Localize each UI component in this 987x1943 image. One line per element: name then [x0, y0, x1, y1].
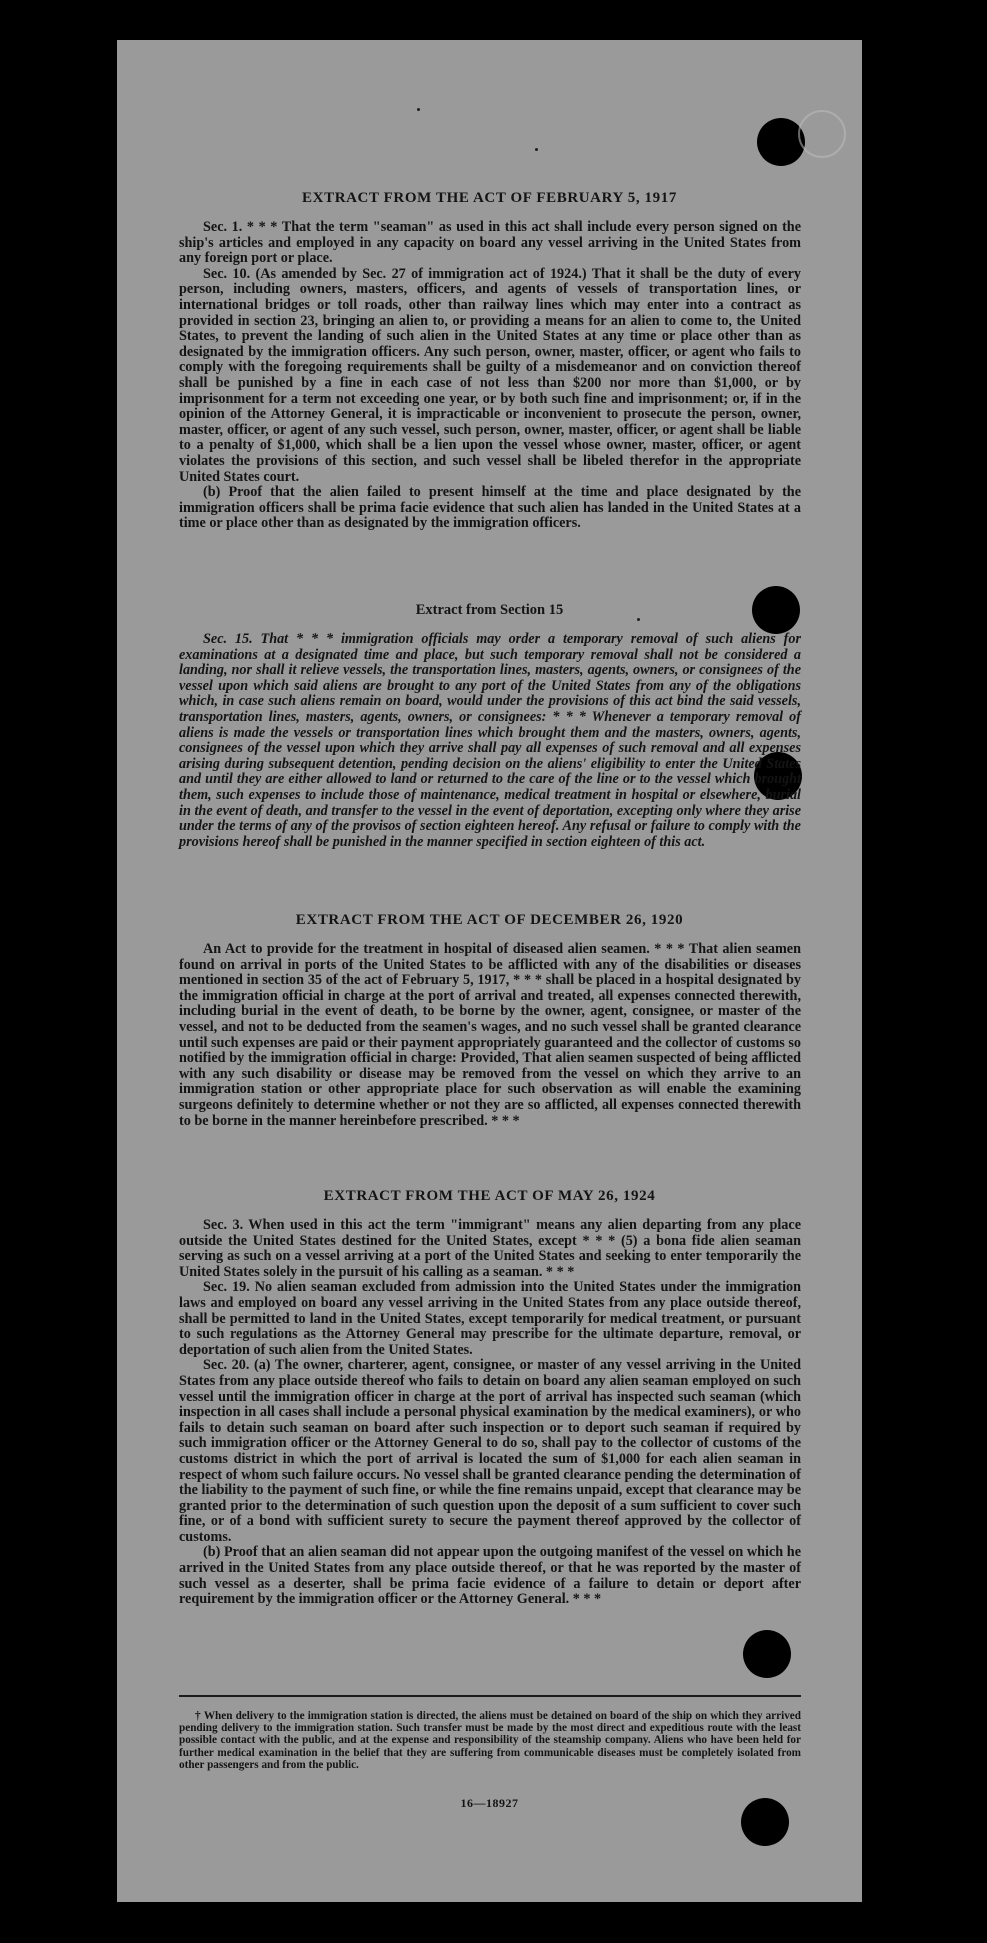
- paragraph-sec-20-b: (b) Proof that an alien seaman did not appear upon the outgoing manifest of the vessel on which he arrived in the United States from any place outside thereof, or that he was reported by the master of such vessel as a deserter, shall be prima facie evidence of a failure to detain or deport after requirement by the immigration officer or the Attorney General. * * *: [179, 1544, 801, 1608]
- heading-feb-1917: EXTRACT FROM THE ACT OF FEBRUARY 5, 1917: [302, 190, 677, 206]
- paragraph-sec-1: Sec. 1. * * * That the term "seaman" as used in this act shall include every person signed on the ship's articles and employed in any capacity on board any vessel arriving in the United States from any foreign port or place.: [179, 219, 801, 267]
- section-dec-1920: [179, 942, 801, 1129]
- paragraph-sec-15: Sec. 15. That * * * immigration officials may order a temporary removal of such aliens for examinations at a designated time and place, but such temporary removal shall not be considered a landing, nor shall it relieve vessels, the transportation lines, masters, agents, owners, or consignees of the vessel upon which said aliens are brought to any port of the United States from any of the obligations which, in case such aliens remain on board, would under the provisions of this act bind the said vessels, transportation lines, masters, agents, owners, or consignees: * * * Whenever a temporary removal of aliens is made the vessels or transportation lines which brought them and the masters, owners, agents, consignees of the vessel upon which they arrive shall pay all expenses of such removal and all expenses arising during subsequent detention, pending decision on the aliens' eligibility to enter the United States and until they are either allowed to land or returned to the care of the line or to the vessel which brought them, such expenses to include those of maintenance, medical treatment in hospital or elsewhere, burial in the event of death, and transfer to the vessel in the event of deportation, excepting only where they arise under the terms of any of the provisos of section eighteen hereof. Any refusal or failure to comply with the provisions hereof shall be punished in the manner specified in section eighteen of this act.: [179, 631, 801, 850]
- paragraph-sec-20-a: Sec. 20. (a) The owner, charterer, agent, consignee, or master of any vessel arriving in the United States from any place outside thereof who fails to detain on board any alien seaman employed on such vessel until the immigration officer in charge at the port of arrival has inspected such seaman (which inspection in all cases shall include a personal physical examination by the medical examiners), or who fails to detain such seaman on board after such inspection or to deport such seaman if required by such immigration officer or the Attorney General to do so, shall pay to the collector of customs of the customs district in which the port of arrival is located the sum of $1,000 for each alien seaman in respect of whom such failure occurs. No vessel shall be granted clearance pending the determination of the liability to the payment of such fine, or while the fine remains unpaid, except that clearance may be granted prior to the determination of such question upon the deposit of a sum sufficient to cover such fine, or of a bond with sufficient surety to secure the payment thereof approved by the collector of customs.: [179, 1357, 801, 1545]
- section-may-1924: [179, 1218, 801, 1608]
- footnote-text: † When delivery to the immigration station is directed, the aliens must be detained on board of the ship on which they arrived pending delivery to the immigration station. Such transfer must be made by the most direct and expeditious route with the least possible contact with the public, and at the expense and responsibility of the steamship company. Aliens who have been held for further medical examination in the belief that they are suffering from communicable diseases must be completely isolated from other passengers and from the public.: [179, 1710, 801, 1771]
- section-feb-1917: [179, 220, 801, 532]
- footnote-divider: [179, 1695, 801, 1697]
- paragraph-sec-10: Sec. 10. (As amended by Sec. 27 of immigration act of 1924.) That it shall be the duty of every person, including owners, masters, officers, and agents of vessels of transportation lines, or international bridges or toll roads, other than railway lines which may enter into a contract as provided in section 23, bringing an alien to, or providing a means for an alien to come to, the United States, to prevent the landing of such alien in the United States at any time or place other than as designated by the immigration officers. Any such person, owner, master, officer, or agent who fails to comply with the foregoing requirements shall be guilty of a misdemeanor and on conviction thereof shall be punished by a fine in each case of not less than $200 nor more than $1,000, or by imprisonment for a term not exceeding one year, or by both such fine and imprisonment; or, if in the opinion of the Attorney General, it is impracticable or inconvenient to prosecute the person, owner, master, officer, or agent of any such vessel, such person, owner, master, officer, or agent shall be liable to a penalty of $1,000, which shall be a lien upon the vessel whose owner, master, officer, or agent violates the provisions of this section, and such vessel shall be libeled therefor in the appropriate United States court.: [179, 265, 801, 485]
- paragraph-act-1920: An Act to provide for the treatment in hospital of diseased alien seamen. * * * That alien seamen found on arrival in ports of the United States to be afflicted with any of the disabilities or diseases mentioned in section 35 of the act of February 5, 1917, * * * shall be placed in a hospital designated by the immigration official in charge at the port of arrival and treated, all expenses connected therewith, including burial in the event of death, to be borne by the owner, agent, consignee, or master of the vessel, and not to be deducted from the seamen's wages, and no such vessel shall be granted clearance until such expenses are paid or their payment appropriately guaranteed and the collector of customs so notified by the immigration official in charge: Provided, That alien seamen suspected of being afflicted with any such disability or disease may be removed from the vessel on which they arrive to an immigration station or other appropriate place for such observation as will enable the examining surgeons definitely to determine whether or not they are so afflicted, all expenses connected therewith to be borne in the manner hereinbefore prescribed. * * *: [179, 941, 801, 1129]
- speck: [417, 108, 420, 111]
- paragraph-sec-10-b: (b) Proof that the alien failed to present himself at the time and place designated by the immigration officers shall be prima facie evidence that such alien has landed in the United States at a time or place other than as designated by the immigration officers.: [179, 484, 801, 532]
- heading-may-1924: EXTRACT FROM THE ACT OF MAY 26, 1924: [323, 1188, 656, 1204]
- document-page: [117, 40, 862, 1902]
- punch-hole-top: [757, 118, 805, 166]
- paragraph-sec-19: Sec. 19. No alien seaman excluded from admission into the United States under the immigration laws and employed on board any vessel arriving in the United States from any place outside thereof, shall be permitted to land in the United States, except temporarily for medical treatment, or pursuant to such regulations as the Attorney General may prescribe for the ultimate departure, removal, or deportation of such alien from the United States.: [179, 1279, 801, 1358]
- section-15: [179, 632, 801, 850]
- paragraph-sec-3: Sec. 3. When used in this act the term "immigrant" means any alien departing from any place outside the United States destined for the United States, except * * * (5) a bona fide alien seaman serving as such on a vessel arriving at a port of the United States and seeking to enter temporarily the United States solely in the pursuit of his calling as a seaman. * * *: [179, 1217, 801, 1280]
- punch-hole-lower: [743, 1630, 791, 1678]
- subheading-section-15: Extract from Section 15: [415, 602, 564, 618]
- speck: [535, 148, 538, 151]
- heading-dec-1920: EXTRACT FROM THE ACT OF DECEMBER 26, 1920: [295, 912, 684, 928]
- punch-hole-faint: [798, 110, 846, 158]
- footnote: [179, 1710, 801, 1771]
- print-code: 16—18927: [460, 1796, 519, 1810]
